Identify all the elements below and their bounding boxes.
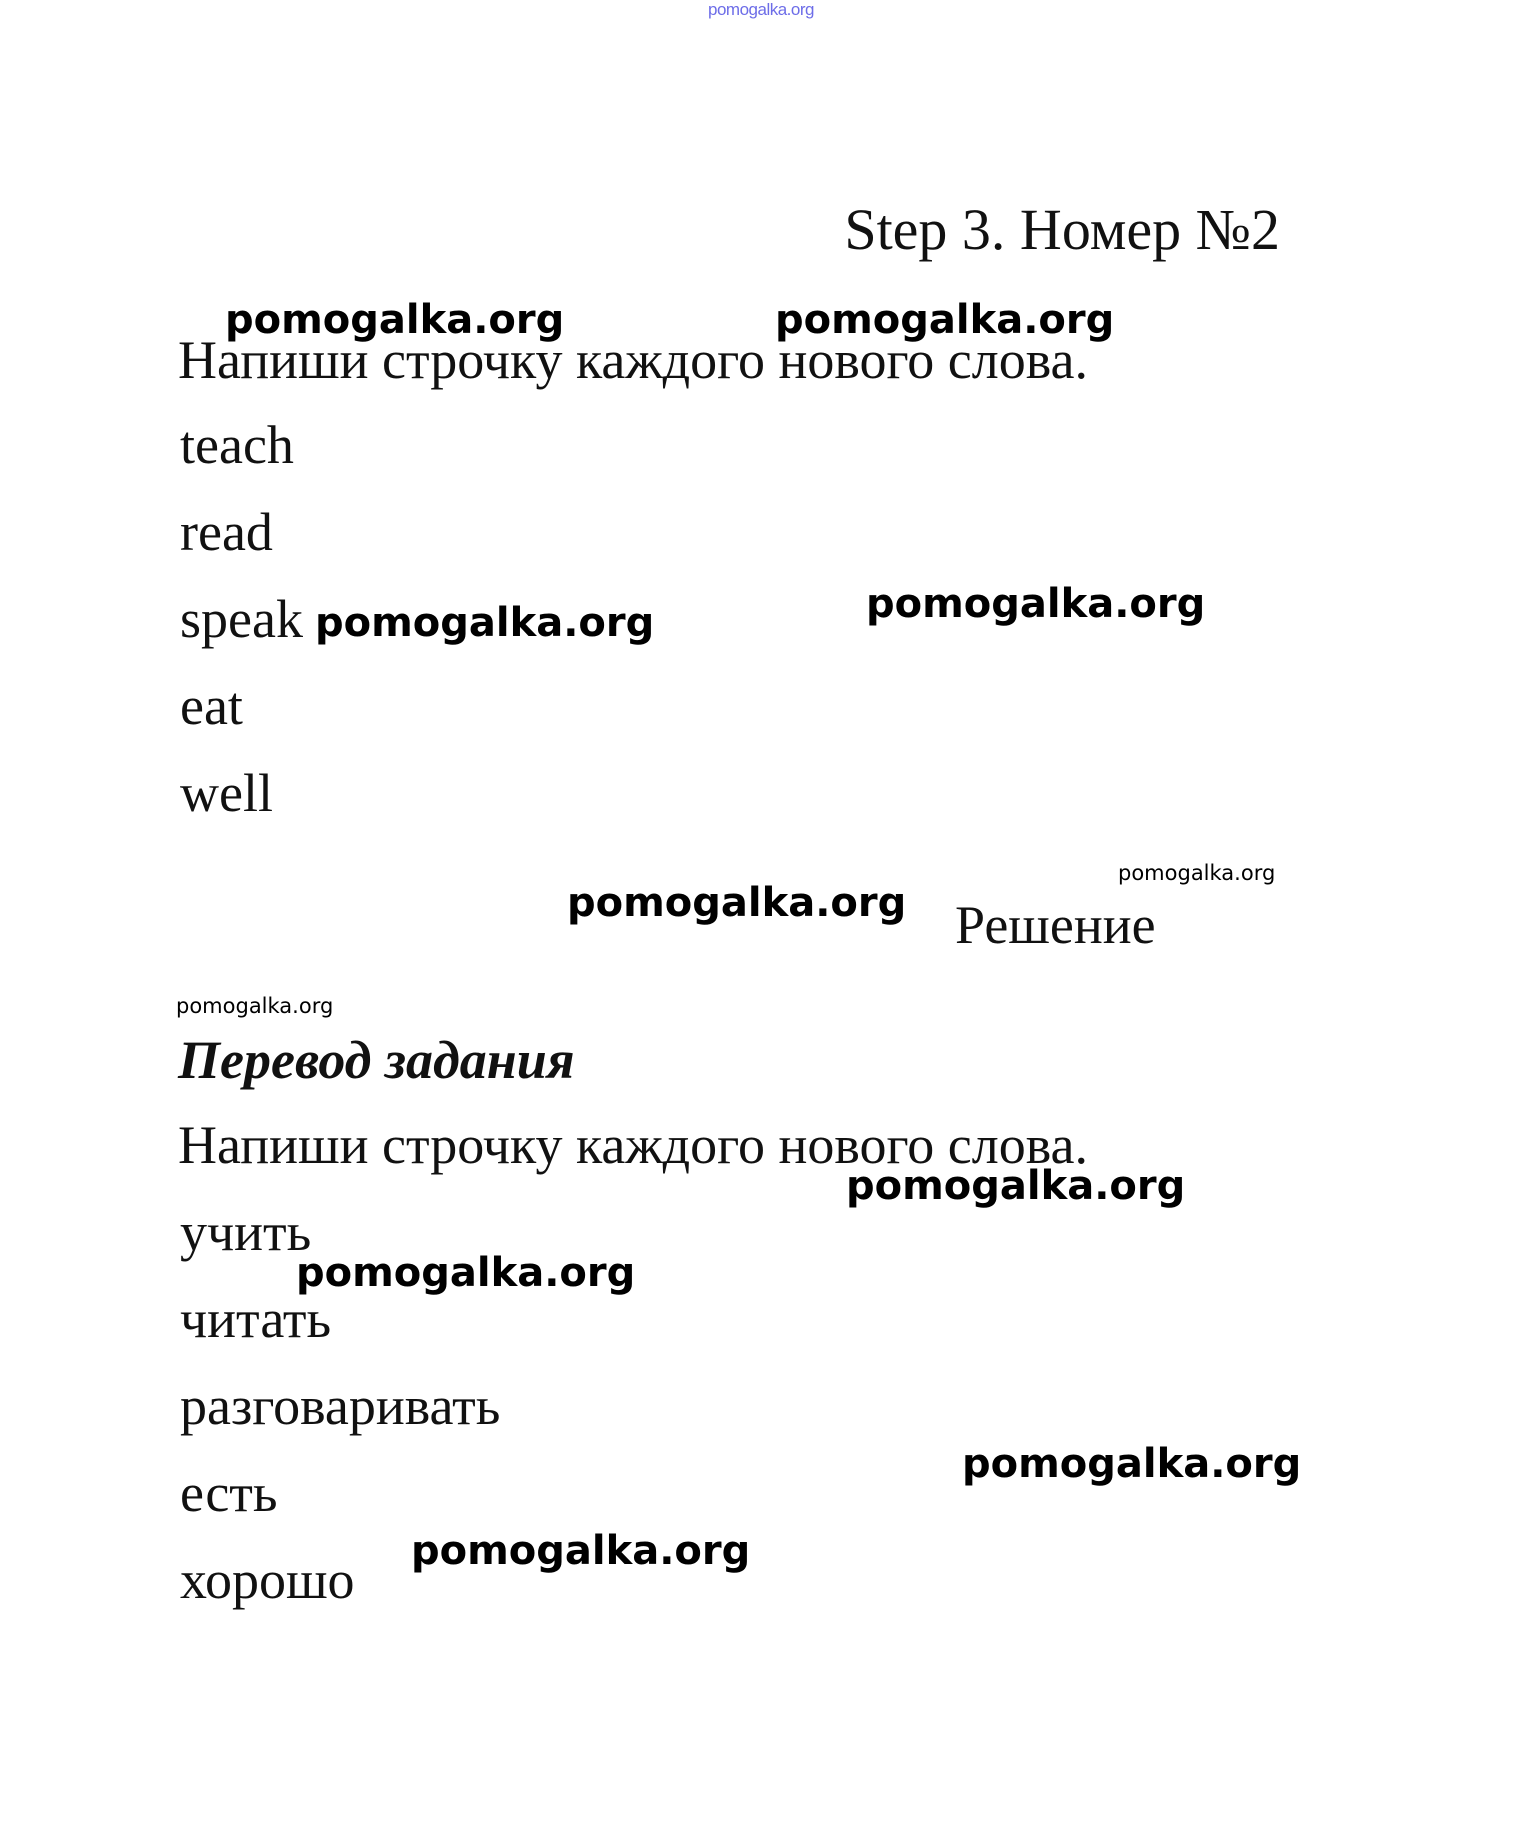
- watermark: pomogalka.org: [176, 994, 334, 1018]
- watermark: pomogalka.org: [296, 1250, 636, 1296]
- word-teach: teach: [180, 415, 294, 475]
- translation-word-well: хорошо: [180, 1550, 355, 1610]
- page-title: Step 3. Номер №2: [844, 197, 1280, 262]
- solution-label: Решение: [955, 895, 1156, 955]
- task-instruction: Напиши строчку каждого нового слова.: [178, 330, 1088, 390]
- watermark: pomogalka.org: [225, 297, 565, 343]
- translation-instruction: Напиши строчку каждого нового слова.: [178, 1115, 1088, 1175]
- word-eat: eat: [180, 676, 243, 736]
- translation-word-read: читать: [180, 1289, 332, 1349]
- watermark: pomogalka.org: [315, 600, 655, 646]
- watermark: pomogalka.org: [866, 581, 1206, 627]
- translation-word-eat: есть: [180, 1463, 278, 1523]
- translation-word-speak: разговаривать: [180, 1376, 501, 1436]
- watermark: pomogalka.org: [411, 1528, 751, 1574]
- word-speak: speak: [180, 589, 303, 649]
- translation-word-teach: учить: [180, 1202, 312, 1262]
- translation-heading: Перевод задания: [178, 1030, 575, 1090]
- watermark: pomogalka.org: [1118, 861, 1276, 885]
- watermark: pomogalka.org: [775, 297, 1115, 343]
- site-mark[interactable]: pomogalka.org: [708, 0, 814, 19]
- watermark: pomogalka.org: [567, 880, 907, 926]
- watermark: pomogalka.org: [962, 1441, 1302, 1487]
- watermark: pomogalka.org: [846, 1163, 1186, 1209]
- word-read: read: [180, 502, 273, 562]
- word-well: well: [180, 763, 273, 823]
